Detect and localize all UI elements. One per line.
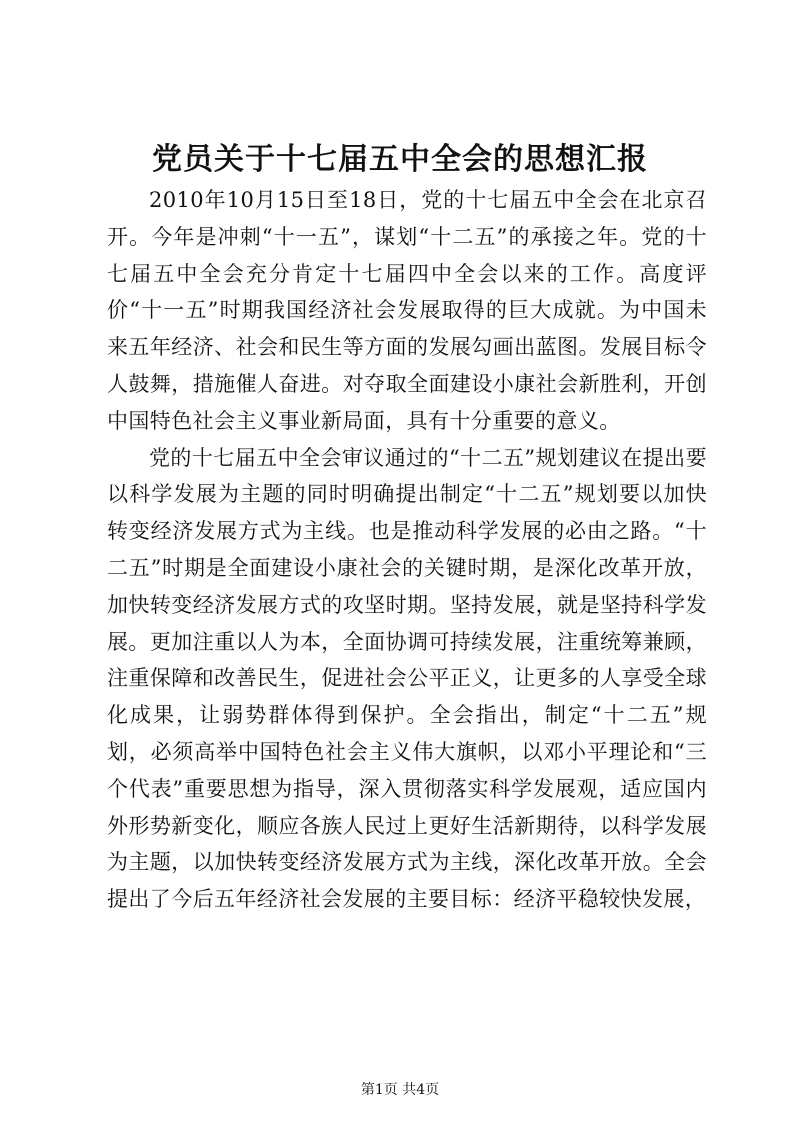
document-body (107, 182, 707, 918)
paragraph-2: 党的十七届五中全会审议通过的“十二五”规划建议在提出要以科学发展为主题的同时明确提出制定“十二五”规划要以加快转变经济发展方式为主线。也是推动科学发展的必由之路。“十二五”时期是全面建设小康社会的关键时期，是深化改革开放，加快转变经济发展方式的攻坚时期。坚持发展，就是坚持科学发展。更加注重以人为本，全面协调可持续发展，注重统筹兼顾，注重保障和改善民生，促进社会公平正义，让更多的人享受全球化成果，让弱势群体得到保护。全会指出，制定“十二五”规划，必须高举中国特色社会主义伟大旗帜，以邓小平理论和“三个代表”重要思想为指导，深入贯彻落实科学发展观，适应国内外形势新变化，顺应各族人民过上更好生活新期待，以科学发展为主题，以加快转变经济发展方式为主线，深化改革开放。全会提出了今后五年经济社会发展的主要目标：经济平稳较快发展， (107, 445, 707, 912)
page-number-footer: 第1页 共4页 (360, 1082, 440, 1098)
document-title: 党员关于十七届五中全会的思想汇报 (152, 142, 648, 177)
paragraph-1: 2010年10月15日至18日，党的十七届五中全会在北京召开。今年是冲刺“十一五”，谋划“十二五”的承接之年。党的十七届五中全会充分肯定十七届四中全会以来的工作。高度评价“十一五”时期我国经济社会发展取得的巨大成就。为中国未来五年经济、社会和民生等方面的发展勾画出蓝图。发展目标令人鼓舞，措施催人奋进。对夺取全面建设小康社会新胜利，开创中国特色社会主义事业新局面，具有十分重要的意义。 (107, 188, 707, 433)
